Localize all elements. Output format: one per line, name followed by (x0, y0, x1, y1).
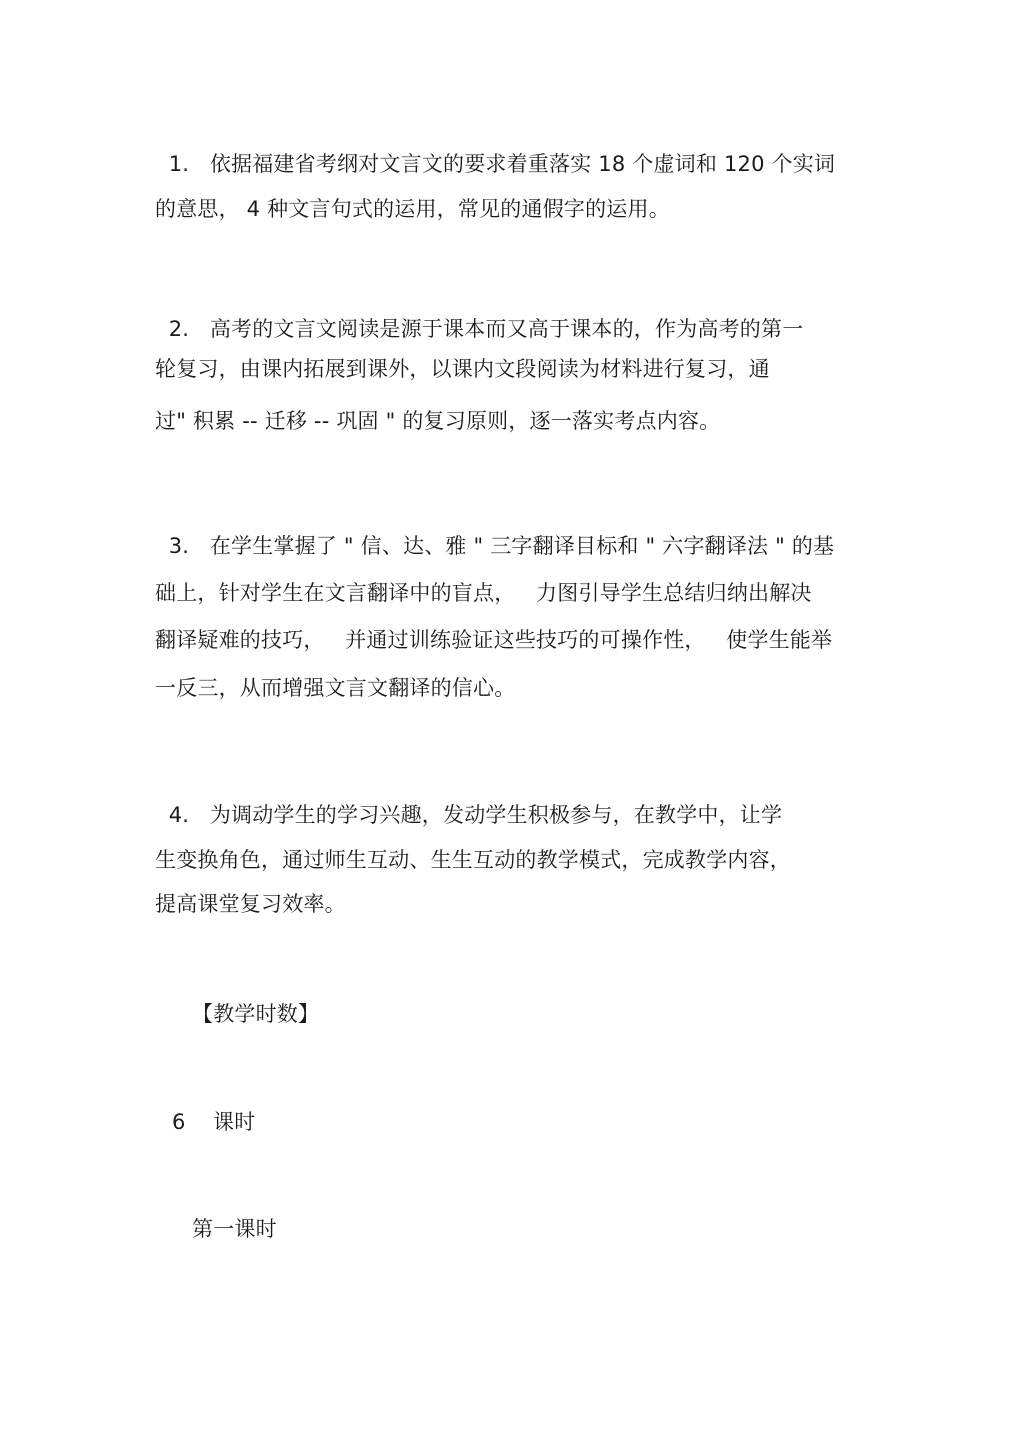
item-4-line-3: 提高课堂复习效率。 (155, 892, 346, 916)
lesson-heading: 第一课时 (192, 1217, 277, 1241)
item-3-line-4: 一反三，从而增强文言文翻译的信心。 (155, 676, 516, 700)
item-1-line-1: 1. 依据福建省考纲对文言文的要求着重落实 18 个虚词和 120 个实词 (155, 152, 836, 176)
item-3-line-3: 翻译疑难的技巧， 并通过训练验证这些技巧的可操作性， 使学生能举 (155, 628, 833, 652)
section-heading-teaching-hours: 【教学时数】 (192, 1002, 320, 1026)
item-3-line-1: 3. 在学生掌握了 " 信、达、雅 " 三字翻译目标和 " 六字翻译法 " 的基 (155, 534, 835, 558)
item-3-line-2: 础上，针对学生在文言翻译中的盲点， 力图引导学生总结归纳出解决 (155, 581, 812, 605)
item-4-line-1: 4. 为调动学生的学习兴趣，发动学生积极参与，在教学中，让学 (155, 803, 783, 827)
item-4-line-2: 生变换角色，通过师生互动、生生互动的教学模式，完成教学内容， (155, 848, 791, 872)
item-2-line-2: 轮复习，由课内拓展到课外，以课内文段阅读为材料进行复习，通 (155, 357, 770, 381)
hours-value: 6 课时 (172, 1110, 256, 1134)
item-1-line-2: 的意思， 4 种文言句式的运用，常见的通假字的运用。 (155, 197, 670, 221)
item-2-line-1: 2. 高考的文言文阅读是源于课本而又高于课本的，作为高考的第一 (155, 317, 804, 341)
item-2-line-3: 过" 积累 -- 迁移 -- 巩固 " 的复习原则，逐一落实考点内容。 (155, 409, 721, 433)
